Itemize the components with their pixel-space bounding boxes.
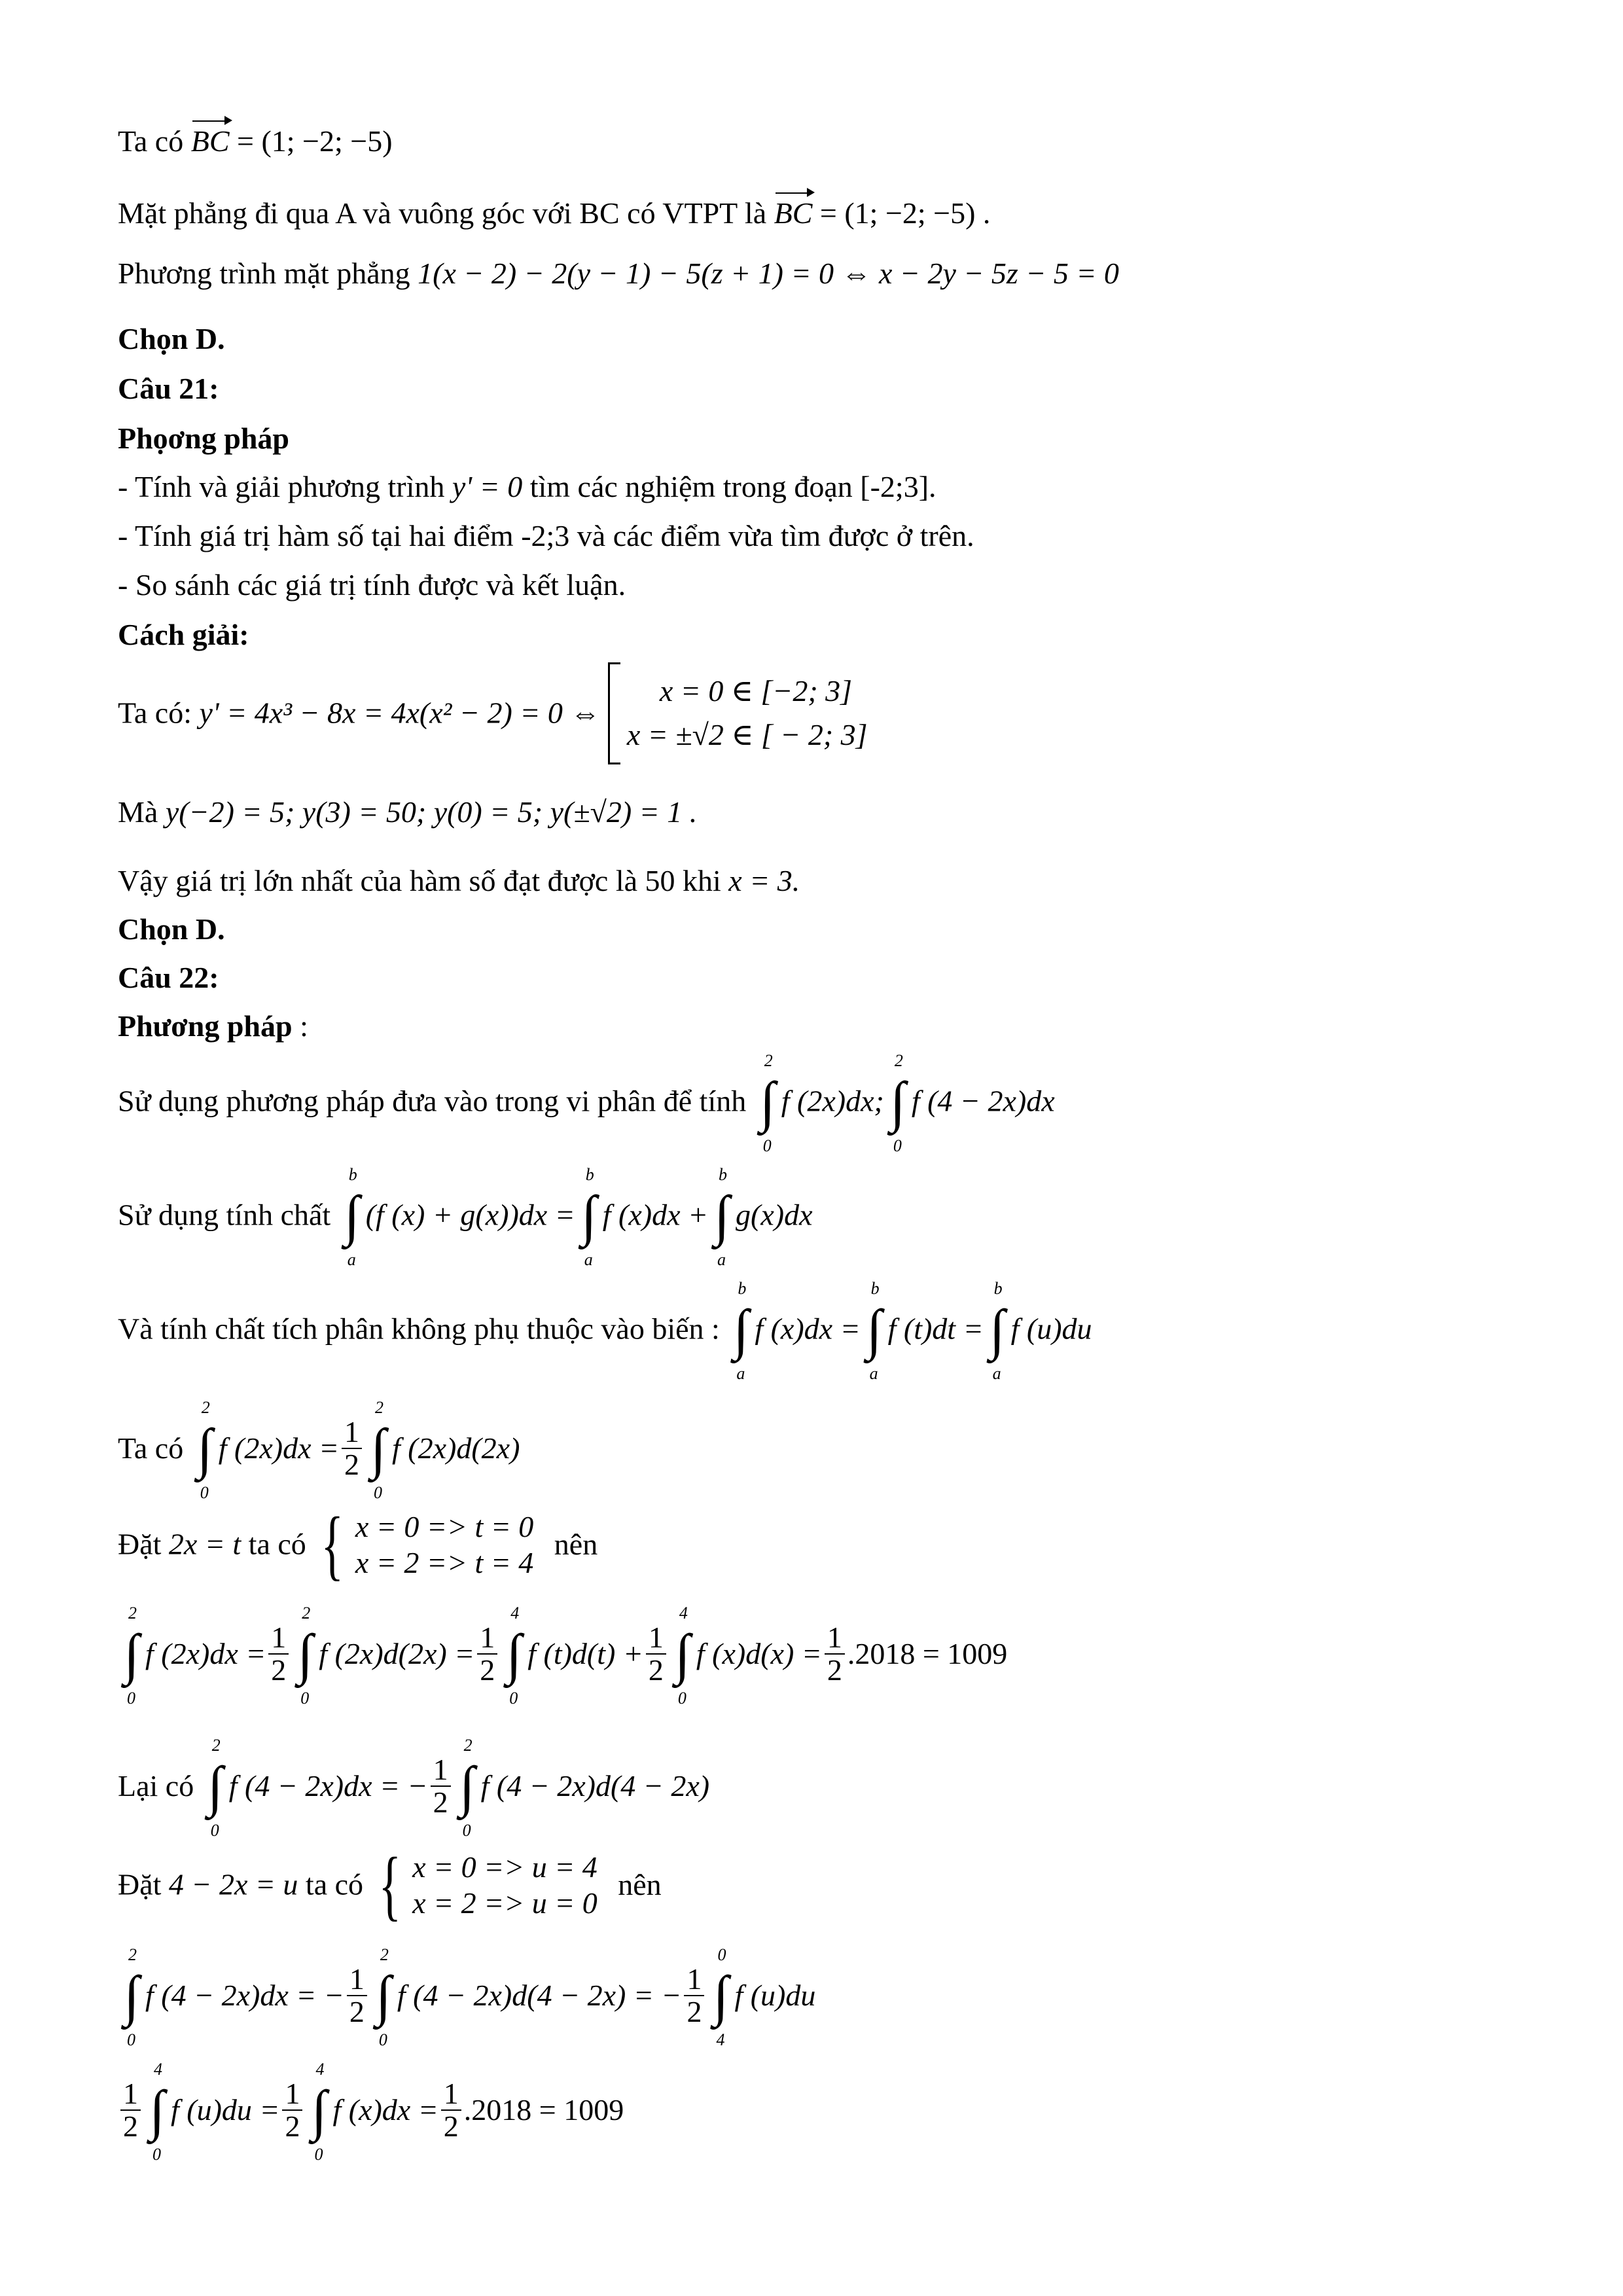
fraction: $\frac{1}{2}$ [431,1754,451,1819]
math: y' = 0 [452,470,523,503]
line-plane-equation [118,257,1119,291]
fraction: $\frac{1}{2}$ [282,2078,302,2143]
math: f (x)dx + [602,1198,709,1232]
text: Lại có [118,1768,194,1803]
bullet-1 [118,470,936,505]
integral-icon: 4 ∫ 0 [506,1604,522,1708]
text: Phương pháp [118,1009,293,1043]
integral-icon: b ∫ a [866,1279,882,1384]
row: x = 2 => u = 0 [412,1886,597,1920]
math: f (t)d(t) + [527,1636,643,1670]
math: 1(x − 2) − 2(y − 1) − 5(z + 1) = 0 ⇔ x − 2y − 5z − 5 = 0 [418,257,1119,290]
text: Ta có [118,124,184,158]
math: f (u)du [1010,1312,1092,1346]
integral-icon: 2 ∫ 0 [297,1604,313,1708]
text: ta có [248,1527,306,1561]
fraction: $\frac{1}{2}$ [441,2078,461,2143]
step-4 [118,1945,816,2050]
math: g(x)dx [736,1198,813,1232]
substitution-2 [118,1841,662,1928]
solution-heading: Cách giải: [118,618,249,651]
method-heading-21: Phọơng pháp [118,422,289,455]
text: Ta có: [118,696,192,730]
brace-system [371,1841,597,1928]
integral-icon: 2 ∫ 0 [207,1736,223,1840]
integral-icon: 4 ∫ 0 [311,2060,327,2164]
fraction: $\frac{1}{2}$ [268,1622,289,1687]
answer-1: Chọn D. [118,322,225,355]
text: Vậy giá trị lớn nhất của hàm số đạt được là 50 khi [118,864,721,897]
brace-icon: { [378,1841,401,1928]
math: f (4 − 2x)dx [911,1084,1055,1118]
integral-icon: 2 ∫ 0 [370,1398,386,1503]
math: f (4 − 2x)dx = − [228,1768,428,1803]
text: nên [618,1867,662,1901]
math: f (4 − 2x)dx = − [145,1978,344,2012]
row: x = 0 => t = 0 [355,1509,534,1543]
vector-bc: BC [190,124,230,158]
step-5 [118,2060,624,2164]
bullet-2: - Tính giá trị hàm số tại hai điểm -2;3 và các điểm vừa tìm được ở trên. [118,519,974,552]
integral-icon: b ∫ a [989,1279,1005,1384]
question-21-heading: Câu 21: [118,372,219,405]
text: Sử dụng tính chất [118,1198,331,1232]
derivative-line [118,662,868,764]
row: x = 0 => u = 4 [412,1850,597,1884]
integral-icon: b ∫ a [714,1165,730,1270]
integral-icon: 4 ∫ 0 [675,1604,690,1708]
bracket-system [608,662,868,764]
question-22-heading: Câu 22: [118,961,219,994]
integral-icon: b ∫ a [580,1165,597,1270]
text: nên [554,1527,598,1561]
fraction: $\frac{1}{2}$ [120,2078,141,2143]
row: x = 2 => t = 4 [355,1546,534,1579]
integral-icon: 2 ∫ 0 [124,1604,139,1708]
math: (f (x) + g(x))dx = [365,1198,575,1232]
math: 2x = t [168,1527,241,1561]
root-2: x = ±√2 ∈ [ − 2; 3] [626,718,868,751]
text: Mà [118,795,158,829]
integral-icon: 2 ∫ 0 [459,1736,475,1840]
step-2 [118,1604,1008,1708]
method-line-3 [118,1279,1092,1384]
values-line [118,795,697,830]
integral-icon: 4 ∫ 0 [149,2060,165,2164]
fraction: $\frac{1}{2}$ [347,1964,367,2028]
math: f (x)d(x) = [696,1636,822,1670]
math: = (1; −2; −5) [237,124,393,158]
math: y' = 4x³ − 8x = 4x(x² − 2) = 0 ⇔ [199,696,601,730]
integral-icon: 2 ∫ 0 [890,1051,906,1156]
line-vtpt [118,196,990,231]
integral-icon: 2 ∫ 0 [196,1398,213,1503]
line-vector-bc [118,124,393,159]
text: ta có [305,1867,364,1901]
math: f (2x)dx = [145,1636,266,1670]
integral-icon: 2 ∫ 0 [759,1051,776,1156]
math: f (t)dt = [887,1312,984,1346]
answer-2: Chọn D. [118,912,225,946]
integral-icon: 2 ∫ 0 [124,1945,139,2050]
math: 4 − 2x = u [168,1867,298,1901]
substitution-1 [118,1501,598,1588]
math: f (x)dx = [755,1312,861,1346]
fraction: $\frac{1}{2}$ [477,1622,497,1687]
fraction: $\frac{1}{2}$ [646,1622,666,1687]
fraction: $\frac{1}{2}$ [342,1416,362,1481]
math: .2018 = 1009 [463,2092,624,2126]
text: : [292,1009,308,1043]
fraction: $\frac{1}{2}$ [825,1622,845,1687]
math: x = 3. [728,864,800,897]
vector-bc: BC [774,196,813,230]
step-3 [118,1736,710,1840]
math: f (2x)d(2x) = [319,1636,475,1670]
math: = (1; −2; −5) . [819,196,991,230]
text: Sử dụng phương pháp đưa vào trong vi phân để tính [118,1084,747,1118]
math: .2018 = 1009 [847,1636,1008,1670]
text: - Tính và giải phương trình [118,470,445,503]
math: f (2x)dx; [781,1084,884,1118]
math: f (2x)dx = [218,1431,340,1465]
brace-icon: { [321,1501,344,1588]
text: Đặt [118,1527,162,1561]
integral-icon: b ∫ a [733,1279,749,1384]
math: f (u)du [734,1978,816,2012]
text: Và tính chất tích phân không phụ thuộc vào biến : [118,1312,720,1346]
method-heading-22 [118,1009,308,1044]
math: f (x)dx = [332,2092,438,2126]
text: Đặt [118,1867,162,1901]
integral-icon: b ∫ a [344,1165,360,1270]
integral-icon: 2 ∫ 0 [376,1945,391,2050]
bullet-3: - So sánh các giá trị tính được và kết luận. [118,568,626,601]
fraction: $\frac{1}{2}$ [684,1964,704,2028]
math: y(−2) = 5; y(3) = 50; y(0) = 5; y(±√2) = 1 . [165,795,698,829]
math: f (4 − 2x)d(4 − 2x) = − [397,1978,682,2012]
bracket-icon [608,662,620,764]
integral-icon: 0 ∫ 4 [713,1945,729,2050]
math: f (2x)d(2x) [392,1431,520,1465]
method-line-2 [118,1165,813,1270]
root-1: x = 0 ∈ [−2; 3] [659,674,853,708]
step-1 [118,1398,520,1503]
text: Mặt phẳng đi qua A và vuông góc với BC có VTPT là [118,196,767,230]
method-line-1 [118,1051,1055,1156]
text: tìm các nghiệm trong đoạn [-2;3]. [529,470,936,503]
conclusion-line [118,864,800,899]
text: Ta có [118,1431,184,1465]
text: Phương trình mặt phẳng [118,257,410,290]
brace-system [313,1501,534,1588]
math: f (u)du = [171,2092,280,2126]
math: f (4 − 2x)d(4 − 2x) [480,1768,710,1803]
